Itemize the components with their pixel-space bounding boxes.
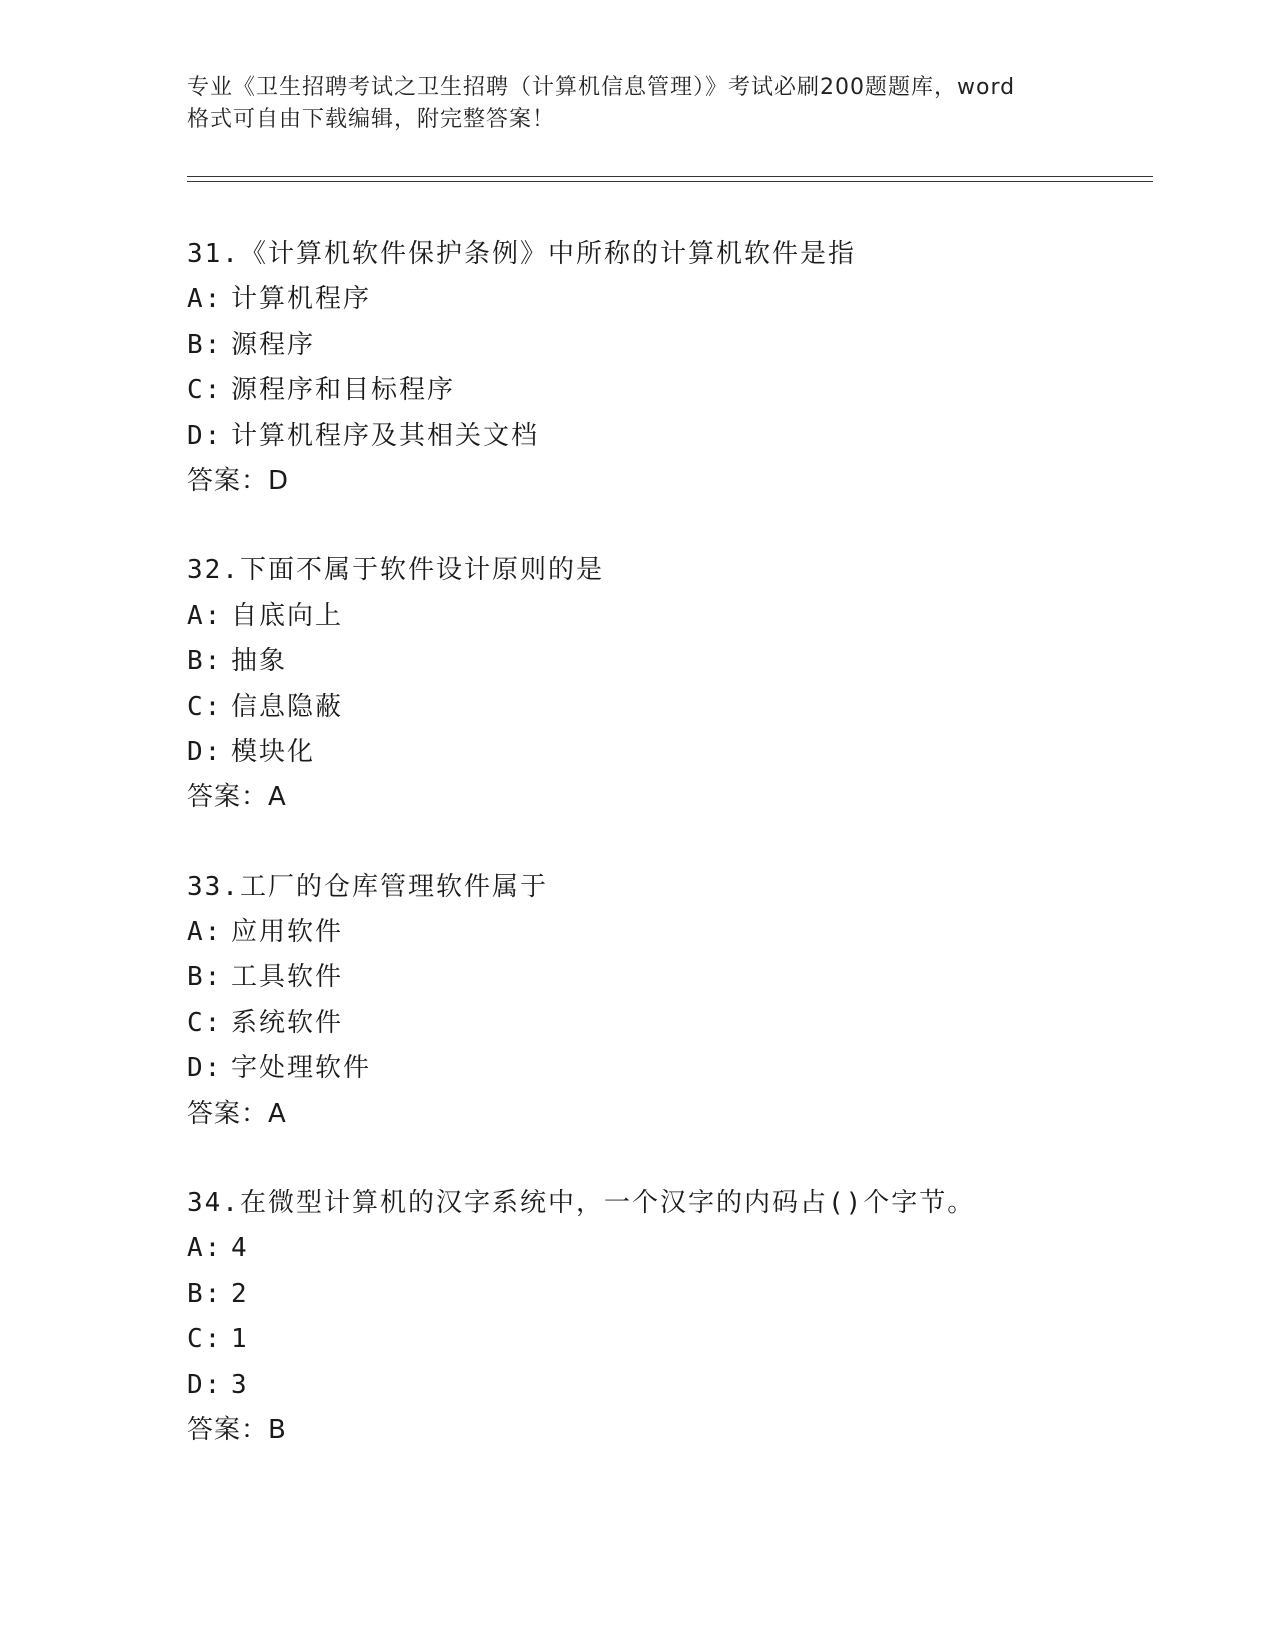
option-b xyxy=(187,955,1153,1000)
option-key: A: xyxy=(187,600,223,631)
option-text: 系统软件 xyxy=(231,1007,344,1038)
option-text: 自底向上 xyxy=(231,600,344,631)
question-stem: 33.工厂的仓库管理软件属于 xyxy=(187,871,548,902)
option-text: 2 xyxy=(231,1278,249,1309)
question-stem: 34.在微型计算机的汉字系统中，一个汉字的内码占()个字节。 xyxy=(187,1188,976,1219)
question-stem: 32.下面不属于软件设计原则的是 xyxy=(187,555,604,586)
option-c xyxy=(187,368,1153,413)
question-list xyxy=(187,232,1153,1497)
option-text: 1 xyxy=(231,1324,249,1355)
option-key: C: xyxy=(187,375,223,406)
option-key: A: xyxy=(187,917,223,948)
option-a xyxy=(187,277,1153,322)
option-key: B: xyxy=(187,329,223,360)
option-b xyxy=(187,323,1153,368)
option-text: 计算机程序及其相关文档 xyxy=(231,420,540,451)
option-a xyxy=(187,910,1153,955)
option-text: 抽象 xyxy=(231,646,288,677)
answer: 答案：D xyxy=(187,465,290,496)
option-c xyxy=(187,1001,1153,1046)
option-d xyxy=(187,414,1153,459)
option-text: 信息隐蔽 xyxy=(231,691,344,722)
document-header xyxy=(187,72,1087,136)
option-text: 工具软件 xyxy=(231,962,344,993)
option-key: A: xyxy=(187,1233,223,1264)
option-text: 3 xyxy=(231,1369,249,1400)
option-key: B: xyxy=(187,646,223,677)
option-key: C: xyxy=(187,691,223,722)
option-key: D: xyxy=(187,736,223,767)
option-c xyxy=(187,1317,1153,1362)
option-key: D: xyxy=(187,420,223,451)
option-d xyxy=(187,1046,1153,1091)
option-b xyxy=(187,639,1153,684)
option-key: D: xyxy=(187,1369,223,1400)
answer: 答案：A xyxy=(187,782,287,813)
option-b xyxy=(187,1272,1153,1317)
header-line-2: 格式可自由下载编辑，附完整答案！ xyxy=(187,107,556,132)
question-31 xyxy=(187,232,1153,504)
question-stem: 31.《计算机软件保护条例》中所称的计算机软件是指 xyxy=(187,239,856,269)
option-key: C: xyxy=(187,1324,223,1355)
question-34 xyxy=(187,1181,1153,1453)
option-key: D: xyxy=(187,1053,223,1084)
header-divider xyxy=(187,176,1153,182)
option-key: A: xyxy=(187,284,223,315)
option-a xyxy=(187,594,1153,639)
option-d xyxy=(187,1363,1153,1408)
option-d xyxy=(187,730,1153,775)
answer: 答案：A xyxy=(187,1098,287,1129)
option-key: C: xyxy=(187,1007,223,1038)
option-a xyxy=(187,1226,1153,1271)
question-32 xyxy=(187,548,1153,820)
option-text: 源程序 xyxy=(231,329,316,360)
option-text: 计算机程序 xyxy=(231,284,372,315)
option-key: B: xyxy=(187,1278,223,1309)
option-text: 模块化 xyxy=(231,736,316,767)
option-c xyxy=(187,685,1153,730)
question-33 xyxy=(187,865,1153,1137)
option-text: 4 xyxy=(231,1233,249,1264)
header-line-1: 专业《卫生招聘考试之卫生招聘（计算机信息管理）》考试必刷200题题库，word xyxy=(187,75,1016,100)
option-key: B: xyxy=(187,962,223,993)
option-text: 源程序和目标程序 xyxy=(231,375,456,406)
option-text: 字处理软件 xyxy=(231,1053,372,1084)
option-text: 应用软件 xyxy=(231,917,344,948)
answer: 答案：B xyxy=(187,1414,287,1445)
